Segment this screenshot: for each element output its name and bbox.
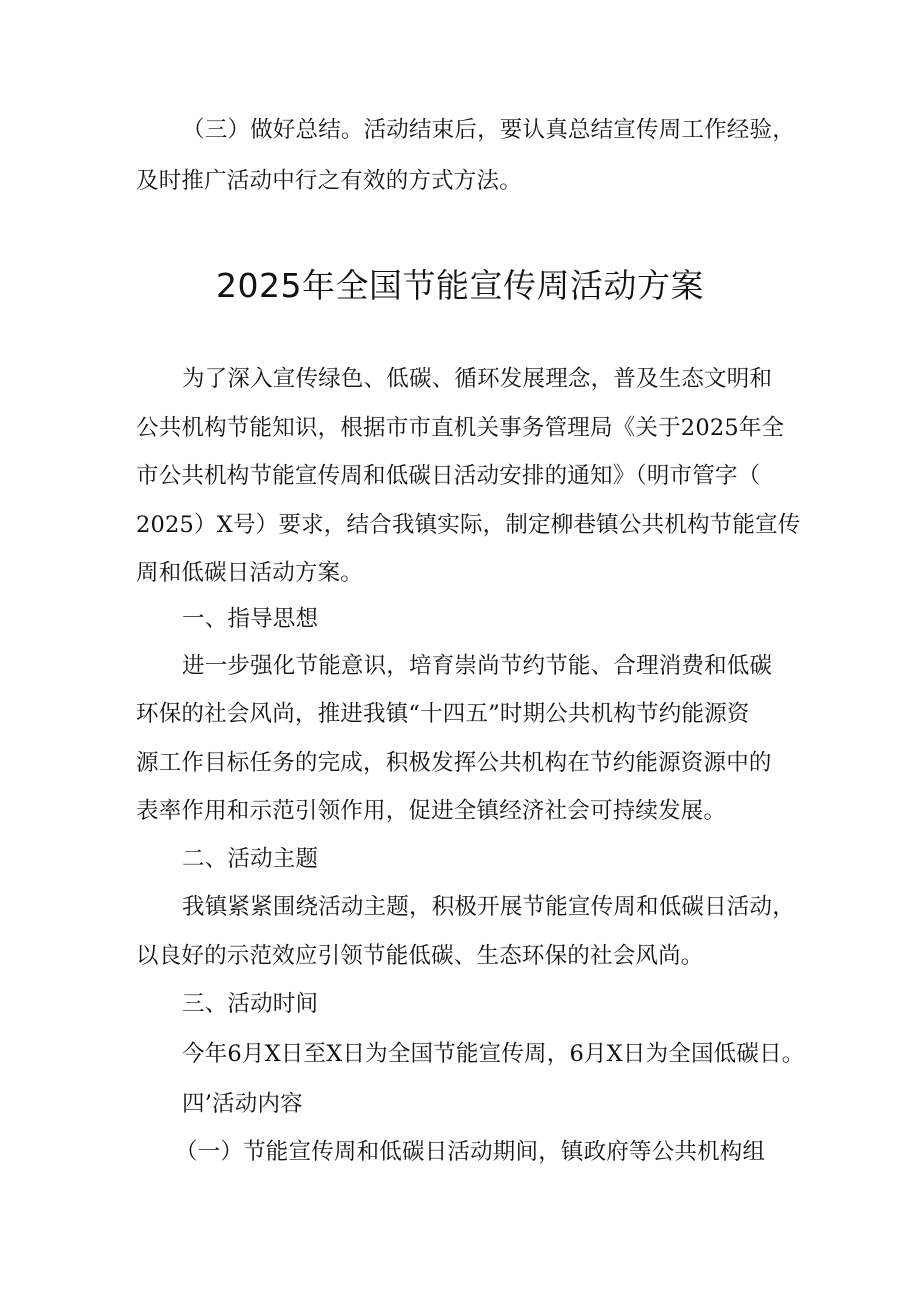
paragraph-line: （三）做好总结。活动结束后，要认真总结宣传周工作经验，	[182, 117, 795, 143]
paragraph-line: 环保的社会风尚，推进我镇“十四五”时期公共机构节约能源资	[136, 701, 750, 727]
paragraph-line: 源工作目标任务的完成，积极发挥公共机构在节约能源资源中的	[136, 750, 772, 776]
document-title: 2025年全国节能宣传周活动方案	[216, 266, 704, 305]
paragraph-line: 为了深入宣传绿色、低碳、循环发展理念，普及生态文明和	[182, 366, 773, 392]
section-heading: 二、活动主题	[182, 846, 319, 872]
paragraph-line: 表率作用和示范引领作用，促进全镇经济社会可持续发展。	[136, 798, 727, 824]
paragraph-line: 市公共机构节能宣传周和低碳日活动安排的通知》（明市管字（	[136, 463, 761, 489]
paragraph-line: 今年6月X日至X日为全国节能宣传周，6月X日为全国低碳日。	[182, 1041, 805, 1067]
paragraph-line: 及时推广活动中行之有效的方式方法。	[136, 168, 522, 194]
paragraph-line: 以良好的示范效应引领节能低碳、生态环保的社会风尚。	[136, 943, 704, 969]
section-heading: 一、指导思想	[182, 606, 319, 632]
paragraph-line: 进一步强化节能意识，培育崇尚节约节能、合理消费和低碳	[182, 653, 773, 679]
paragraph-line: 周和低碳日活动方案。	[136, 560, 364, 586]
paragraph-line: 2025）X号）要求，结合我镇实际，制定柳巷镇公共机构节能宣传	[136, 512, 801, 538]
paragraph-line: 公共机构节能知识，根据市市直机关事务管理局《关于2025年全	[136, 415, 785, 441]
section-heading: 四’活动内容	[182, 1091, 303, 1117]
paragraph-line: （一）节能宣传周和低碳日活动期间，镇政府等公共机构组	[175, 1139, 766, 1165]
section-heading: 三、活动时间	[182, 991, 319, 1017]
paragraph-line: 我镇紧紧围绕活动主题，积极开展节能宣传周和低碳日活动，	[182, 894, 795, 920]
